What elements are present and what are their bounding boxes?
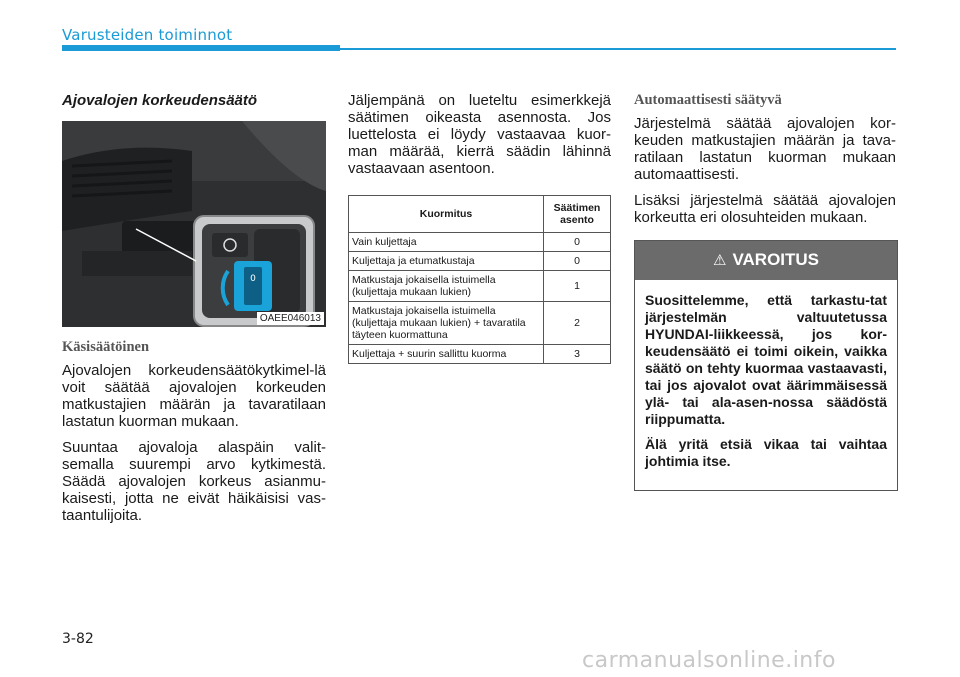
table-intro-paragraph: Jäljempänä on lueteltu esimerkkejä säätimen oikeasta asennosta. Jos luettelosta ei löydy vastaavaa kuor-man määrää, kierrä säädin lähinnä vastaavaan asentoon.	[348, 92, 611, 177]
table-row	[349, 233, 611, 252]
auto-adjust-paragraph-1: Järjestelmä säätää ajovalojen kor-keuden matkustajien määrän ja tava-ratilaan lastatun kuorman mukaan automaattisesti.	[634, 115, 896, 183]
table-header-row	[349, 196, 611, 233]
auto-adjust-heading: Automaattisesti säätyvä	[634, 92, 782, 108]
column-right	[634, 92, 896, 491]
table-cell-load: Vain kuljettaja	[349, 233, 544, 252]
warning-paragraph-2: Älä yritä etsiä vikaa tai vaihtaa johtimia itse.	[645, 436, 887, 469]
load-setting-table	[348, 195, 611, 364]
manual-adjust-paragraph-1: Ajovalojen korkeudensäätökytkimel-lä voit säätää ajovalojen korkeuden matkustajien määrän ja tavaratilaan lastatun kuorman mukaan.	[62, 362, 326, 430]
page-number: 3-82	[62, 631, 94, 647]
table-cell-setting: 2	[544, 302, 611, 345]
table-cell-setting: 0	[544, 252, 611, 271]
table-row	[349, 252, 611, 271]
table-header-load: Kuormitus	[349, 196, 544, 233]
column-middle	[348, 92, 611, 364]
table-cell-load: Matkustaja jokaisella istuimella (kuljettaja mukaan lukien)	[349, 271, 544, 302]
manual-adjust-paragraph-2: Suuntaa ajovaloja alaspäin valit-semalla suurempi arvo kytkimestä. Säädä ajovalojen korkeus asianmu-kaisesti, jotta ne eivät häikäisisi vas-taantulijoita.	[62, 439, 326, 524]
header-rule-thick	[62, 45, 340, 51]
table-cell-setting: 3	[544, 345, 611, 364]
table-cell-load: Kuljettaja + suurin sallittu kuorma	[349, 345, 544, 364]
warning-body	[635, 280, 897, 490]
headlamp-switch-photo	[62, 121, 326, 327]
table-row	[349, 271, 611, 302]
warning-paragraph-1: Suosittelemme, että tarkastu-tat järjestelmän valtuutetussa HYUNDAI-liikkeessä, jos kor-keudensäätö ei toimi oikein, vaikka säätö on tehty kuormaa vastaavasti, tai jos ajovalot ovat äärimmäisessä ylä- tai ala-asen-nossa säädöstä riippumatta.	[645, 292, 887, 427]
photo-caption: OAEE046013	[257, 312, 324, 325]
table-header-setting: Säätimen asento	[544, 196, 611, 233]
watermark-text: carmanualsonline.info	[582, 648, 836, 673]
warning-box	[634, 240, 898, 491]
dashboard-illustration	[62, 121, 326, 327]
auto-adjust-paragraph-2: Lisäksi järjestelmä säätää ajovalojen korkeutta eri olosuhteiden mukaan.	[634, 192, 896, 226]
manual-adjust-heading: Käsisäätöinen	[62, 339, 150, 355]
warning-triangle-icon: ⚠	[712, 252, 727, 269]
column-left	[62, 92, 326, 533]
table-cell-load: Matkustaja jokaisella istuimella (kuljettaja mukaan lukien) + tavaratila täyteen kuormattuna	[349, 302, 544, 345]
section-title: Ajovalojen korkeudensäätö	[62, 92, 258, 109]
table-row	[349, 302, 611, 345]
warning-header	[635, 241, 897, 280]
header-rule-thin	[340, 48, 896, 50]
section-header-title: Varusteiden toiminnot	[62, 26, 233, 44]
table-cell-load: Kuljettaja ja etumatkustaja	[349, 252, 544, 271]
warning-title: VAROITUS	[732, 250, 820, 269]
table-row	[349, 345, 611, 364]
table-cell-setting: 0	[544, 233, 611, 252]
table-cell-setting: 1	[544, 271, 611, 302]
svg-text:0: 0	[250, 274, 256, 284]
